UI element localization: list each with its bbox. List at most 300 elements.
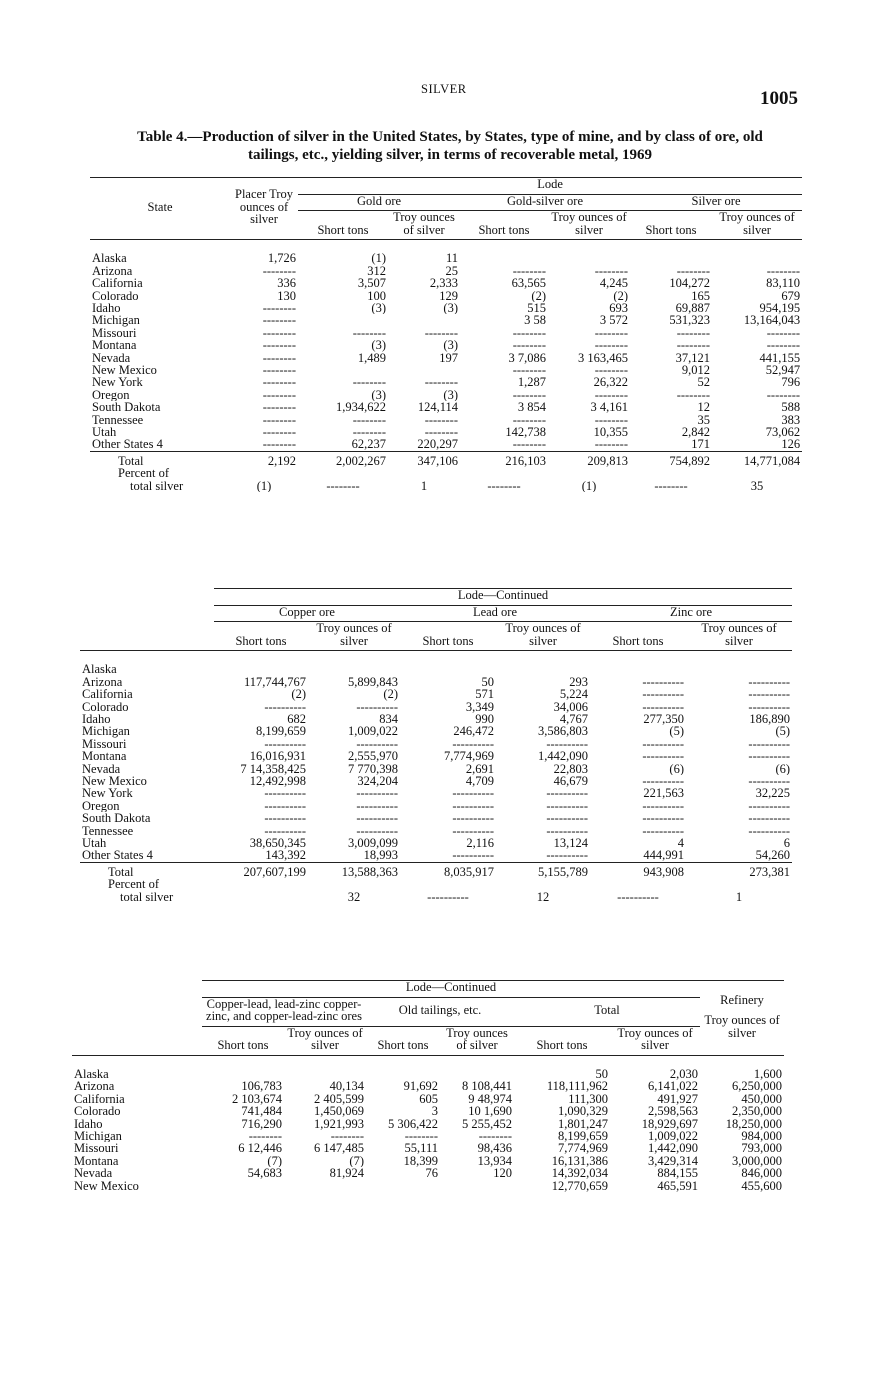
row-value: 465,591 bbox=[657, 1179, 699, 1192]
total-value: 943,908 bbox=[590, 862, 686, 878]
row-value: 4 bbox=[677, 837, 684, 850]
row-state-label: Nevada bbox=[82, 762, 121, 776]
row-value: 3 163,465 bbox=[578, 351, 628, 365]
row-value: 441,155 bbox=[759, 351, 801, 365]
row-value bbox=[686, 663, 792, 675]
row-value: -------- bbox=[594, 364, 628, 377]
row-value: (5) bbox=[669, 725, 684, 738]
silver-production-table-part2 bbox=[80, 588, 792, 903]
row-value: 171 bbox=[691, 438, 710, 452]
row-state-label: California bbox=[82, 688, 133, 701]
row-state-label: Utah bbox=[92, 426, 117, 439]
row-value: 984,000 bbox=[741, 1129, 783, 1143]
row-value: -------- bbox=[424, 426, 458, 439]
total-value: 5,155,789 bbox=[496, 862, 590, 878]
table-row bbox=[90, 352, 802, 364]
table-row bbox=[72, 1167, 784, 1179]
gold-ore-troy-ounces-header: Troy ounces of silver bbox=[388, 211, 460, 240]
percent-value: -------- bbox=[326, 479, 360, 493]
row-value: -------- bbox=[766, 339, 801, 352]
row-value: 1,450,069 bbox=[314, 1105, 364, 1118]
row-state-label: Tennessee bbox=[82, 824, 134, 838]
row-value: ---------- bbox=[356, 700, 398, 714]
lead-short-tons-header: Short tons bbox=[400, 622, 496, 651]
row-value: 63,565 bbox=[511, 277, 546, 290]
table2-body bbox=[80, 651, 792, 904]
row-value: 793,000 bbox=[741, 1142, 783, 1155]
row-value: 8,199,659 bbox=[256, 725, 306, 738]
row-value: 383 bbox=[781, 413, 801, 427]
row-value: 81,924 bbox=[329, 1167, 364, 1180]
row-value: ---------- bbox=[452, 824, 494, 838]
total-row bbox=[90, 451, 802, 467]
row-value: 246,472 bbox=[453, 725, 494, 738]
row-value: (7) bbox=[267, 1154, 282, 1168]
row-value: -------- bbox=[512, 326, 546, 340]
row-value: -------- bbox=[262, 264, 296, 278]
row-value: 186,890 bbox=[749, 713, 791, 726]
row-state-label: Alaska bbox=[92, 252, 127, 265]
ot-troy-ounces-header: Troy ounces of silver bbox=[440, 1026, 514, 1055]
row-value: 3 bbox=[431, 1105, 438, 1118]
table-row bbox=[90, 389, 802, 401]
table-row bbox=[90, 252, 802, 264]
table-row bbox=[72, 1080, 784, 1092]
row-value: 9,012 bbox=[681, 364, 710, 377]
row-value: 54,683 bbox=[247, 1167, 282, 1180]
table-row bbox=[90, 438, 802, 451]
row-value: 1,287 bbox=[517, 376, 546, 389]
row-value: 8,199,659 bbox=[558, 1129, 608, 1143]
row-value: 124,114 bbox=[417, 401, 458, 414]
row-value: 6 147,485 bbox=[314, 1142, 364, 1155]
percent-value: 35 bbox=[750, 479, 764, 493]
row-value: 7,774,969 bbox=[558, 1142, 608, 1155]
row-value: -------- bbox=[262, 339, 296, 352]
row-state-label: Montana bbox=[92, 339, 137, 352]
row-value: 5,899,843 bbox=[348, 675, 398, 689]
row-value: ---------- bbox=[452, 799, 494, 813]
row-value: ---------- bbox=[356, 787, 398, 800]
row-value bbox=[366, 1068, 440, 1080]
table-row bbox=[90, 302, 802, 314]
row-value: 14,392,034 bbox=[551, 1167, 608, 1180]
table-row bbox=[80, 688, 792, 700]
row-value: 796 bbox=[781, 376, 801, 389]
row-value: ---------- bbox=[264, 824, 306, 838]
row-state-label: Nevada bbox=[92, 351, 131, 365]
row-value: 18,993 bbox=[363, 849, 398, 863]
gold-silver-short-tons-header: Short tons bbox=[460, 211, 548, 240]
row-state-label: Colorado bbox=[74, 1105, 121, 1118]
row-value: 2 103,674 bbox=[232, 1092, 282, 1106]
row-value bbox=[388, 364, 460, 376]
row-state-label: Colorado bbox=[92, 289, 139, 303]
row-value: 277,350 bbox=[643, 713, 684, 726]
zinc-troy-ounces-header: Troy ounces of silver bbox=[686, 622, 792, 651]
table-row bbox=[80, 750, 792, 762]
row-value: -------- bbox=[352, 413, 386, 427]
row-value: 197 bbox=[439, 351, 458, 365]
table-row bbox=[90, 414, 802, 426]
lode-continued-header: Lode—Continued bbox=[214, 589, 792, 606]
row-state-label: Montana bbox=[82, 750, 127, 763]
row-state-label: Arizona bbox=[92, 264, 133, 278]
row-value: 143,392 bbox=[265, 849, 306, 863]
row-value: -------- bbox=[676, 339, 710, 352]
total-value: 8,035,917 bbox=[400, 862, 496, 878]
row-value: 98,436 bbox=[477, 1142, 512, 1155]
row-value: ---------- bbox=[546, 824, 588, 838]
row-value: -------- bbox=[352, 376, 386, 389]
row-value: 293 bbox=[569, 675, 588, 689]
row-state-label: South Dakota bbox=[82, 812, 151, 825]
row-value: 2,350,000 bbox=[732, 1105, 783, 1118]
row-value: 37,121 bbox=[675, 351, 710, 365]
percent-row bbox=[80, 891, 792, 903]
row-state-label: Missouri bbox=[82, 737, 127, 751]
row-value: -------- bbox=[676, 326, 710, 340]
refinery-label: Refinery bbox=[720, 992, 764, 1007]
row-value: (2) bbox=[531, 289, 546, 303]
row-state-label: Utah bbox=[82, 837, 107, 850]
table1-body bbox=[90, 240, 802, 493]
percent-value: -------- bbox=[654, 479, 688, 493]
table-row bbox=[72, 1093, 784, 1105]
row-value bbox=[548, 252, 630, 264]
row-value: -------- bbox=[594, 388, 628, 402]
percent-value: 32 bbox=[347, 890, 361, 904]
table-row bbox=[80, 825, 792, 837]
total-value: 2,192 bbox=[230, 451, 298, 467]
row-value: ---------- bbox=[546, 787, 588, 800]
silver-production-table-part3 bbox=[72, 980, 784, 1192]
row-value: 846,000 bbox=[741, 1167, 783, 1180]
row-value bbox=[202, 1068, 284, 1080]
row-state-label: Idaho bbox=[82, 713, 111, 726]
row-value: 10,355 bbox=[593, 426, 628, 439]
row-value: 693 bbox=[609, 302, 628, 315]
row-value: 91,692 bbox=[403, 1080, 438, 1093]
row-value: ---------- bbox=[452, 737, 494, 751]
row-value: ---------- bbox=[748, 799, 791, 813]
row-value: 106,783 bbox=[241, 1080, 282, 1093]
gold-silver-ore-header: Gold-silver ore bbox=[460, 194, 630, 211]
table-row bbox=[80, 837, 792, 849]
row-value: 682 bbox=[287, 713, 306, 726]
row-value: -------- bbox=[262, 426, 296, 439]
row-value: 1,726 bbox=[267, 252, 296, 265]
row-value: ---------- bbox=[748, 750, 791, 763]
percent-value: 1 bbox=[735, 890, 743, 904]
row-value: 3,429,314 bbox=[648, 1154, 699, 1168]
row-value bbox=[388, 314, 460, 326]
row-value: 1,090,329 bbox=[558, 1105, 608, 1118]
row-value: (2) bbox=[291, 688, 306, 701]
row-value: -------- bbox=[262, 302, 296, 315]
row-value: -------- bbox=[676, 388, 710, 402]
row-state-label: Idaho bbox=[92, 302, 121, 315]
row-value: 6 bbox=[783, 837, 791, 850]
row-value: 324,204 bbox=[357, 775, 398, 788]
table-title: Table 4.—Production of silver in the United States, by States, type of mine, and by class of ore, old tailings, etc., yielding silver, in terms of recoverable metal, 1969 bbox=[137, 129, 763, 163]
row-value: -------- bbox=[352, 426, 386, 439]
total-value: 14,771,084 bbox=[712, 451, 802, 467]
total-value: 207,607,199 bbox=[214, 862, 308, 878]
row-value: 4,709 bbox=[465, 775, 494, 788]
row-value: (6) bbox=[669, 762, 684, 776]
row-value: 50 bbox=[481, 675, 494, 689]
row-value: (6) bbox=[775, 762, 791, 776]
total-label: Total bbox=[80, 862, 214, 878]
percent-label: Percent of bbox=[108, 878, 160, 891]
row-value: 32,225 bbox=[755, 787, 791, 800]
row-value: 2,030 bbox=[669, 1067, 699, 1081]
row-value: -------- bbox=[262, 364, 296, 377]
table-row bbox=[80, 713, 792, 725]
table-row bbox=[90, 376, 802, 388]
row-value bbox=[590, 663, 686, 675]
row-value: 12,492,998 bbox=[249, 775, 306, 788]
row-value: ---------- bbox=[264, 799, 306, 813]
row-state-label: Idaho bbox=[74, 1117, 103, 1130]
table-row bbox=[80, 812, 792, 824]
row-value: -------- bbox=[262, 388, 296, 402]
row-value: 4,767 bbox=[559, 713, 588, 726]
row-state-label: Other States 4 bbox=[92, 438, 163, 452]
row-value: -------- bbox=[512, 364, 546, 377]
row-value: 531,323 bbox=[669, 314, 710, 327]
row-state-label: New Mexico bbox=[74, 1179, 139, 1192]
row-value: 100 bbox=[367, 289, 386, 303]
row-value: 4,245 bbox=[599, 277, 628, 290]
row-value: 52,947 bbox=[765, 364, 801, 377]
row-value: -------- bbox=[330, 1129, 364, 1143]
row-value bbox=[440, 1068, 514, 1080]
row-value: 336 bbox=[277, 277, 296, 290]
row-value: ---------- bbox=[356, 812, 398, 825]
row-value: 6,141,022 bbox=[648, 1080, 699, 1093]
row-value: 2,555,970 bbox=[348, 750, 398, 763]
row-value: ---------- bbox=[642, 700, 684, 714]
row-value: ---------- bbox=[748, 775, 791, 788]
row-value: ---------- bbox=[748, 737, 791, 751]
row-value: 129 bbox=[439, 289, 458, 303]
row-value: -------- bbox=[512, 264, 546, 278]
row-value: 1,489 bbox=[357, 351, 386, 365]
row-state-label: South Dakota bbox=[92, 401, 161, 414]
cl-troy-ounces-header: Troy ounces of silver bbox=[284, 1026, 366, 1055]
row-state-label: New Mexico bbox=[82, 775, 147, 788]
row-state-label: Arizona bbox=[82, 675, 123, 689]
table-row bbox=[90, 265, 802, 277]
row-value: 83,110 bbox=[766, 277, 801, 290]
table-row bbox=[80, 725, 792, 737]
row-state-label: New Mexico bbox=[92, 364, 157, 377]
table-row bbox=[72, 1118, 784, 1130]
row-value: -------- bbox=[352, 326, 386, 340]
table-row bbox=[80, 763, 792, 775]
row-state-label: Montana bbox=[74, 1154, 119, 1168]
row-value: 25 bbox=[445, 264, 458, 278]
row-value: 22,803 bbox=[553, 762, 588, 776]
gold-silver-troy-ounces-header: Troy ounces of silver bbox=[548, 211, 630, 240]
row-value: (3) bbox=[371, 388, 386, 402]
row-value: 35 bbox=[697, 413, 710, 427]
row-value bbox=[214, 663, 308, 675]
row-value: -------- bbox=[594, 264, 628, 278]
row-value: 46,679 bbox=[553, 775, 588, 788]
row-value: 62,237 bbox=[351, 438, 386, 452]
row-value: -------- bbox=[766, 388, 801, 402]
row-value bbox=[298, 364, 388, 376]
page-number: 1005 bbox=[760, 88, 798, 109]
row-value: 954,195 bbox=[759, 302, 801, 315]
row-value: ---------- bbox=[748, 700, 791, 714]
row-value: 10 1,690 bbox=[468, 1105, 512, 1118]
row-value: 3 854 bbox=[517, 401, 546, 414]
row-value: 18,250,000 bbox=[725, 1117, 783, 1130]
percent-row-label bbox=[80, 878, 792, 890]
percent-value: (1) bbox=[256, 479, 272, 493]
row-value: 50 bbox=[595, 1067, 608, 1081]
row-value: 1,801,247 bbox=[558, 1117, 608, 1130]
row-value: 491,927 bbox=[657, 1092, 699, 1106]
total-row bbox=[80, 862, 792, 878]
row-value: 126 bbox=[781, 438, 801, 452]
row-value: 12,770,659 bbox=[551, 1179, 608, 1192]
row-value: 741,484 bbox=[241, 1105, 282, 1118]
row-value: -------- bbox=[478, 1129, 512, 1143]
row-value: (1) bbox=[371, 252, 386, 265]
percent-label: Percent of bbox=[118, 467, 170, 480]
row-value: ---------- bbox=[642, 812, 684, 825]
row-value: 76 bbox=[425, 1167, 438, 1180]
row-value: -------- bbox=[262, 376, 296, 389]
row-value: -------- bbox=[262, 401, 296, 414]
row-value: 73,062 bbox=[765, 426, 801, 439]
row-value: 40,134 bbox=[329, 1080, 364, 1093]
row-value: (3) bbox=[443, 302, 458, 315]
placer-header: Placer Troy ounces of silver bbox=[230, 178, 298, 240]
row-value: 6 12,446 bbox=[238, 1142, 282, 1155]
row-value: -------- bbox=[594, 326, 628, 340]
lead-ore-header: Lead ore bbox=[400, 605, 590, 622]
table-row bbox=[80, 701, 792, 713]
row-value: 515 bbox=[527, 302, 546, 315]
row-value: -------- bbox=[404, 1129, 438, 1143]
row-value: (3) bbox=[443, 388, 458, 402]
row-value bbox=[460, 252, 548, 264]
row-value: 16,131,386 bbox=[551, 1154, 608, 1168]
row-value: 3 572 bbox=[599, 314, 628, 327]
row-value: -------- bbox=[262, 438, 296, 452]
row-value: ---------- bbox=[748, 675, 791, 689]
row-value: 13,124 bbox=[553, 837, 588, 850]
total-value: 273,381 bbox=[686, 862, 792, 878]
row-value: -------- bbox=[424, 326, 458, 340]
row-value: 16,016,931 bbox=[249, 750, 306, 763]
row-value: ---------- bbox=[264, 787, 306, 800]
row-value: 13,934 bbox=[477, 1154, 512, 1168]
running-header: SILVER bbox=[421, 82, 467, 96]
ot-short-tons-header: Short tons bbox=[366, 1026, 440, 1055]
row-value: ---------- bbox=[748, 812, 791, 825]
row-value: 2,598,563 bbox=[648, 1105, 699, 1118]
lode-header: Lode bbox=[298, 178, 802, 195]
row-state-label: Missouri bbox=[92, 326, 137, 340]
row-state-label: Alaska bbox=[74, 1067, 109, 1081]
row-value: 444,991 bbox=[643, 849, 684, 863]
row-value: ---------- bbox=[546, 812, 588, 825]
row-state-label: Missouri bbox=[74, 1142, 119, 1155]
silver-ore-header: Silver ore bbox=[630, 194, 802, 211]
row-value: 5 306,422 bbox=[388, 1117, 438, 1130]
table-row bbox=[90, 339, 802, 351]
table-row bbox=[72, 1180, 784, 1192]
total-short-tons-header: Short tons bbox=[514, 1026, 610, 1055]
row-value: 1,009,022 bbox=[648, 1129, 699, 1143]
row-value: 34,006 bbox=[553, 700, 588, 714]
row-value: ---------- bbox=[264, 737, 306, 751]
table-row bbox=[72, 1142, 784, 1154]
copper-troy-ounces-header: Troy ounces of silver bbox=[308, 622, 400, 651]
row-value: 1,600 bbox=[753, 1067, 783, 1081]
row-value bbox=[298, 314, 388, 326]
table-row bbox=[90, 327, 802, 339]
row-value: -------- bbox=[766, 326, 801, 340]
row-value: ---------- bbox=[546, 799, 588, 813]
total-value: 216,103 bbox=[460, 451, 548, 467]
row-value: 884,155 bbox=[657, 1167, 699, 1180]
row-value: 2 405,599 bbox=[314, 1092, 364, 1106]
row-value: 26,322 bbox=[593, 376, 628, 389]
lode-continued-header-3: Lode—Continued bbox=[202, 981, 700, 998]
row-value: 605 bbox=[419, 1092, 438, 1106]
row-value: 455,600 bbox=[741, 1179, 783, 1192]
row-value: 3,009,099 bbox=[348, 837, 398, 850]
total-troy-ounces-header: Troy ounces of silver bbox=[610, 1026, 700, 1055]
row-value: 3 4,161 bbox=[590, 401, 628, 414]
row-value: 8 108,441 bbox=[462, 1080, 512, 1093]
zinc-ore-header: Zinc ore bbox=[590, 605, 792, 622]
table-row bbox=[90, 277, 802, 289]
row-state-label: Tennessee bbox=[92, 413, 144, 427]
row-value: 18,399 bbox=[403, 1154, 438, 1168]
row-value: 52 bbox=[697, 376, 710, 389]
percent-value: ---------- bbox=[617, 890, 659, 904]
silver-production-table-part1 bbox=[90, 177, 802, 492]
silver-ore-troy-ounces-header: Troy ounces of silver bbox=[712, 211, 802, 240]
row-value: 130 bbox=[277, 289, 296, 303]
zinc-short-tons-header: Short tons bbox=[590, 622, 686, 651]
row-value: ---------- bbox=[452, 787, 494, 800]
row-value: 18,929,697 bbox=[641, 1117, 699, 1130]
row-value: ---------- bbox=[642, 824, 684, 838]
row-state-label: Oregon bbox=[82, 799, 120, 813]
row-value: 990 bbox=[475, 713, 494, 726]
table-row bbox=[72, 1130, 784, 1142]
total-label: Total bbox=[90, 451, 230, 467]
copper-lead-header: Copper-lead, lead-zinc copper-zinc, and copper-lead-zinc ores bbox=[202, 997, 366, 1026]
row-value: 3 7,086 bbox=[508, 351, 546, 365]
percent-row-label bbox=[90, 467, 802, 479]
row-value: (7) bbox=[349, 1154, 364, 1168]
total-value: 347,106 bbox=[388, 451, 460, 467]
row-state-label: New York bbox=[92, 376, 143, 389]
percent-value: 1 bbox=[420, 479, 428, 493]
table-row bbox=[72, 1105, 784, 1117]
